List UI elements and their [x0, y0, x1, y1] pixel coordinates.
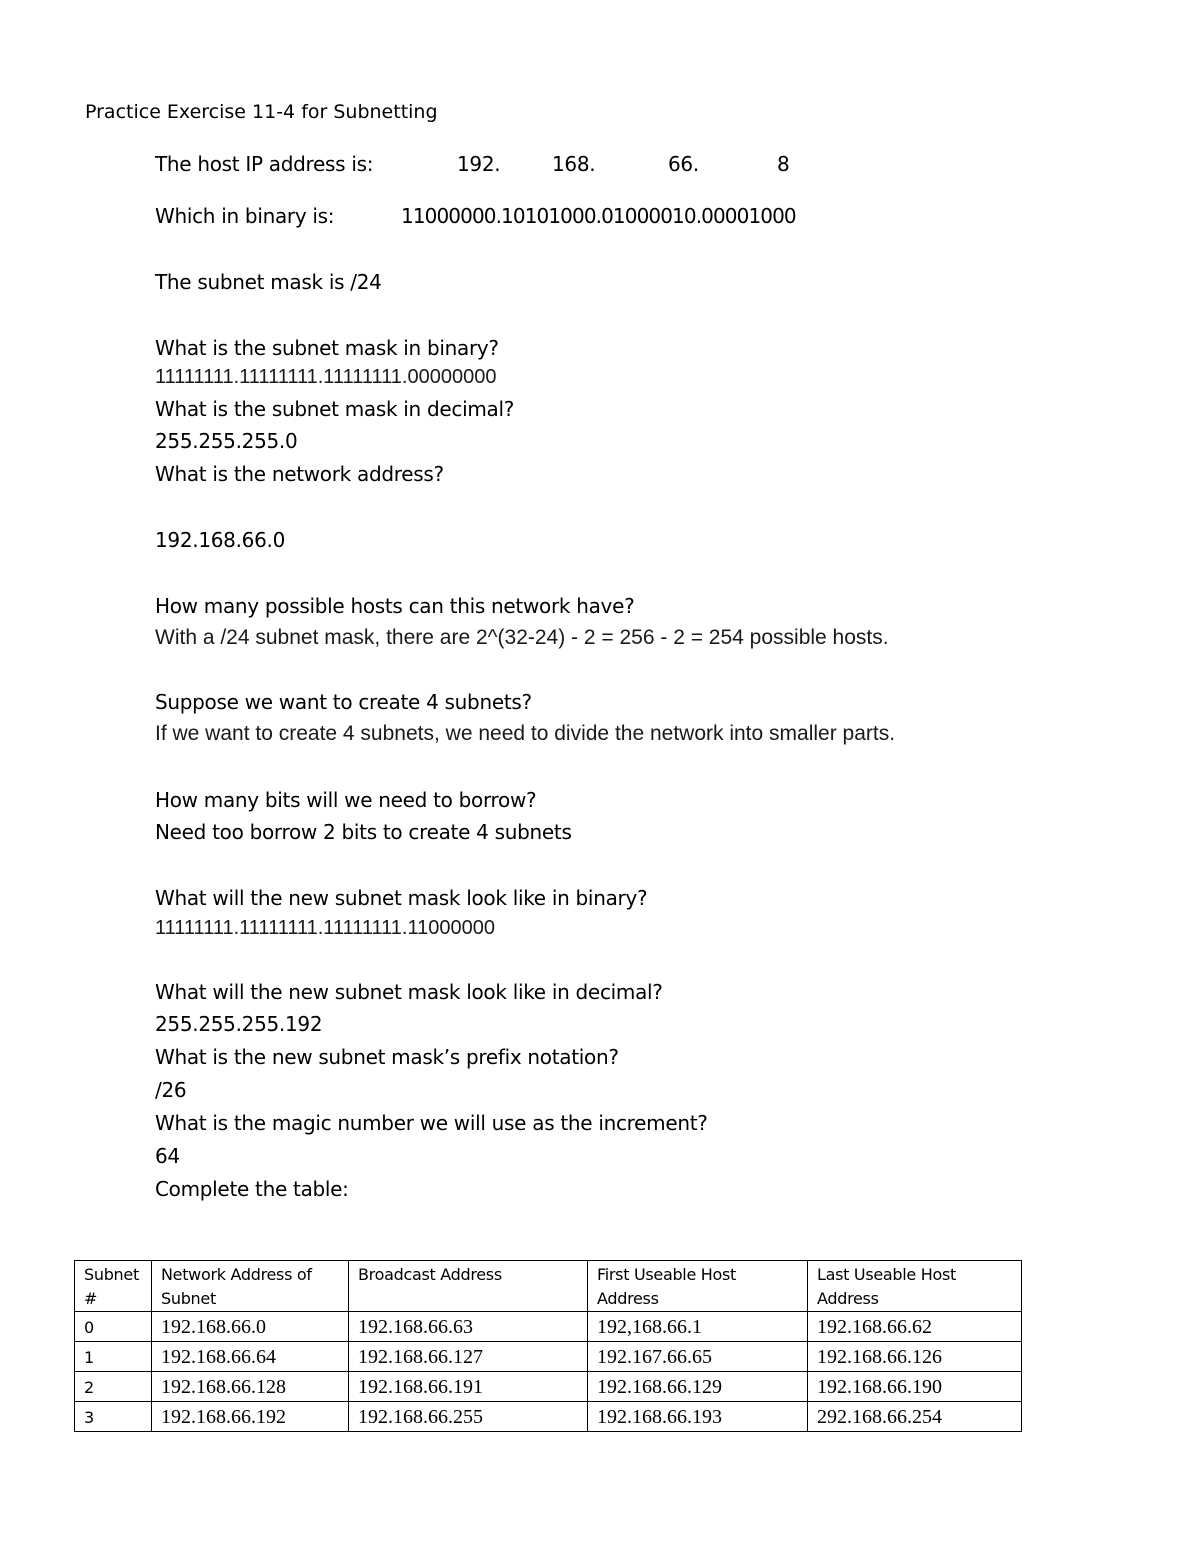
- header-first-host: First Useable Host Address: [588, 1261, 808, 1312]
- cell-subnet-number: 1: [75, 1342, 152, 1372]
- answer-borrow-bits: Need too borrow 2 bits to create 4 subnets: [155, 820, 572, 844]
- cell-network-address: 192.168.66.64: [152, 1342, 349, 1372]
- cell-broadcast-address: 192.168.66.255: [349, 1402, 588, 1432]
- binary-ip-value: 11000000.10101000.01000010.00001000: [401, 204, 796, 228]
- question-mask-binary: What is the subnet mask in binary?: [155, 336, 499, 360]
- question-new-mask-decimal: What will the new subnet mask look like in decimal?: [155, 980, 663, 1004]
- host-ip-octets: [0, 152, 1200, 180]
- answer-hosts: With a /24 subnet mask, there are 2^(32-24) - 2 = 256 - 2 = 254 possible hosts.: [155, 626, 889, 649]
- table-row: [75, 1372, 1022, 1402]
- answer-network-address: 192.168.66.0: [155, 528, 285, 552]
- cell-last-host: 192.168.66.190: [808, 1372, 1022, 1402]
- answer-new-mask-decimal: 255.255.255.192: [155, 1012, 323, 1036]
- complete-table-instruction: Complete the table:: [155, 1177, 349, 1201]
- table-row: [75, 1342, 1022, 1372]
- table-row: [75, 1402, 1022, 1432]
- answer-new-mask-binary: 11111111.11111111.11111111.11000000: [155, 917, 495, 939]
- answer-mask-binary: 11111111.11111111.11111111.00000000: [155, 366, 497, 388]
- question-mask-decimal: What is the subnet mask in decimal?: [155, 397, 515, 421]
- ip-octet-3: 66.: [668, 152, 699, 176]
- question-create-subnets: Suppose we want to create 4 subnets?: [155, 690, 532, 714]
- header-last-host: Last Useable Host Address: [808, 1261, 1022, 1312]
- cell-last-host: 192.168.66.62: [808, 1312, 1022, 1342]
- cell-broadcast-address: 192.168.66.127: [349, 1342, 588, 1372]
- cell-first-host: 192,168.66.1: [588, 1312, 808, 1342]
- question-new-mask-binary: What will the new subnet mask look like in binary?: [155, 886, 648, 910]
- binary-ip-label: Which in binary is:: [155, 204, 335, 228]
- subnet-table: [74, 1260, 1022, 1432]
- header-broadcast-address: Broadcast Address: [349, 1261, 588, 1312]
- answer-magic-number: 64: [155, 1144, 180, 1168]
- ip-octet-4: 8: [777, 152, 790, 176]
- answer-prefix-notation: /26: [155, 1078, 187, 1102]
- table-header-row: [75, 1261, 1022, 1312]
- question-magic-number: What is the magic number we will use as the increment?: [155, 1111, 708, 1135]
- table-row: [75, 1312, 1022, 1342]
- cell-broadcast-address: 192.168.66.191: [349, 1372, 588, 1402]
- cell-network-address: 192.168.66.0: [152, 1312, 349, 1342]
- host-ip-label: The host IP address is:: [155, 152, 374, 176]
- cell-first-host: 192.167.66.65: [588, 1342, 808, 1372]
- cell-last-host: 292.168.66.254: [808, 1402, 1022, 1432]
- cell-network-address: 192.168.66.128: [152, 1372, 349, 1402]
- cell-subnet-number: 0: [75, 1312, 152, 1342]
- cell-subnet-number: 2: [75, 1372, 152, 1402]
- cell-last-host: 192.168.66.126: [808, 1342, 1022, 1372]
- page-title: Practice Exercise 11-4 for Subnetting: [85, 101, 438, 123]
- cell-subnet-number: 3: [75, 1402, 152, 1432]
- header-subnet-number: Subnet #: [75, 1261, 152, 1312]
- question-borrow-bits: How many bits will we need to borrow?: [155, 788, 537, 812]
- question-prefix-notation: What is the new subnet mask’s prefix notation?: [155, 1045, 619, 1069]
- answer-mask-decimal: 255.255.255.0: [155, 429, 298, 453]
- cell-network-address: 192.168.66.192: [152, 1402, 349, 1432]
- question-network-address: What is the network address?: [155, 462, 444, 486]
- cell-first-host: 192.168.66.193: [588, 1402, 808, 1432]
- ip-octet-1: 192.: [457, 152, 501, 176]
- ip-octet-2: 168.: [552, 152, 596, 176]
- header-network-address: Network Address of Subnet: [152, 1261, 349, 1312]
- subnet-mask-statement: The subnet mask is /24: [155, 270, 382, 294]
- cell-broadcast-address: 192.168.66.63: [349, 1312, 588, 1342]
- answer-create-subnets: If we want to create 4 subnets, we need to divide the network into smaller parts.: [155, 722, 896, 745]
- question-hosts: How many possible hosts can this network have?: [155, 594, 635, 618]
- cell-first-host: 192.168.66.129: [588, 1372, 808, 1402]
